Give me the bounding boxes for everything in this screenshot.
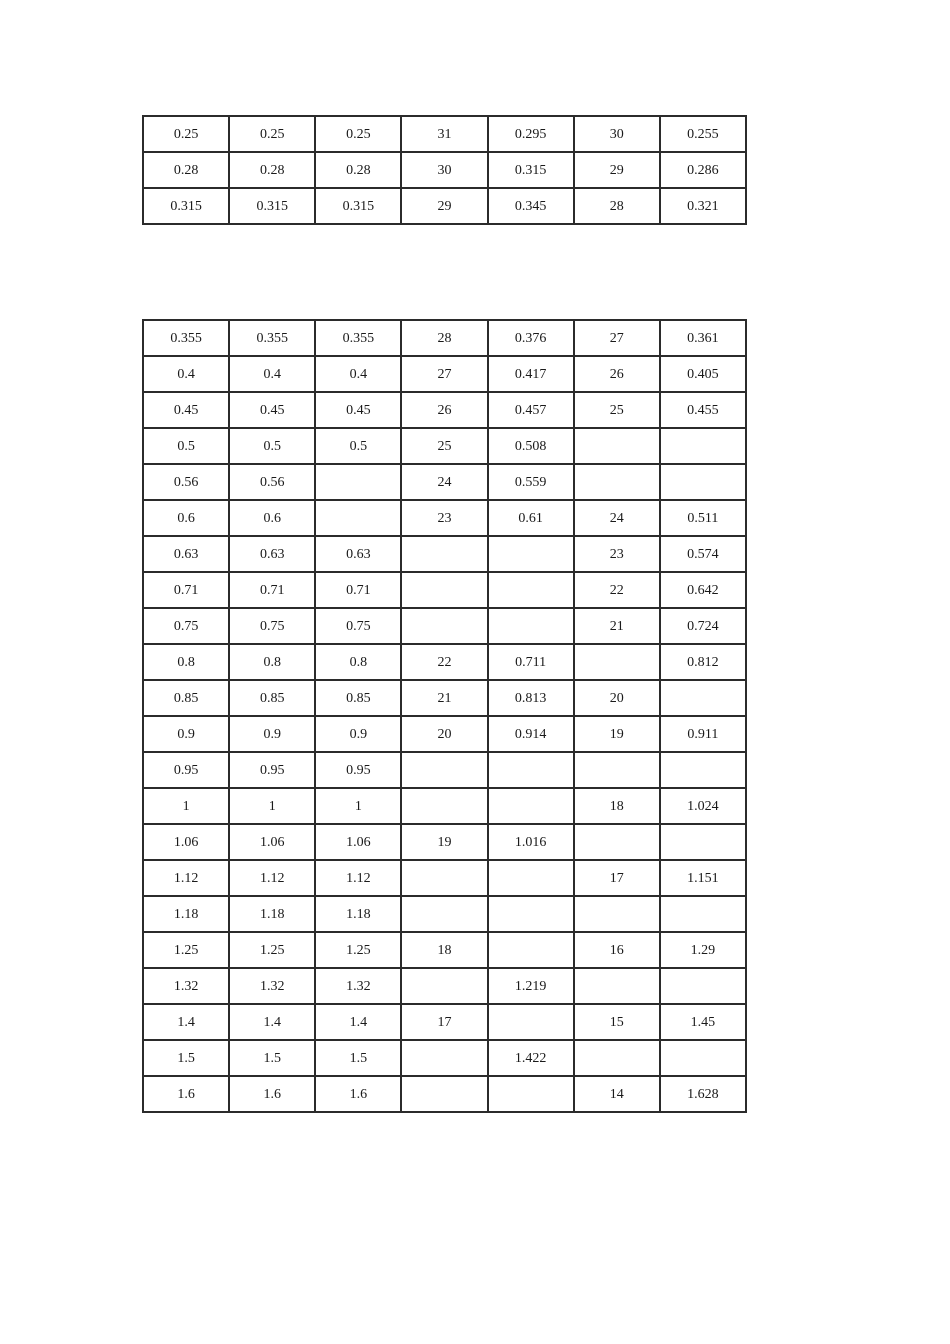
table-row (143, 392, 746, 428)
table-row (143, 968, 746, 1004)
table-cell: 0.45 (229, 392, 315, 428)
table-cell: 0.295 (488, 116, 574, 152)
table-cell (574, 464, 660, 500)
table-cell: 0.315 (315, 188, 401, 224)
table-row (143, 644, 746, 680)
table-row (143, 824, 746, 860)
table-cell: 1.12 (229, 860, 315, 896)
table-cell: 1.5 (143, 1040, 229, 1076)
table-cell: 0.376 (488, 320, 574, 356)
table-row (143, 752, 746, 788)
table-cell: 0.642 (660, 572, 746, 608)
table-cell (488, 572, 574, 608)
table-cell: 24 (401, 464, 487, 500)
table-cell: 1.12 (143, 860, 229, 896)
table-row (143, 1004, 746, 1040)
table-cell: 0.95 (229, 752, 315, 788)
table-cell: 1.628 (660, 1076, 746, 1112)
table-cell: 1.25 (229, 932, 315, 968)
table-cell: 1.06 (315, 824, 401, 860)
table-cell: 0.85 (143, 680, 229, 716)
table-cell (488, 536, 574, 572)
table-cell: 28 (574, 188, 660, 224)
table-row (143, 572, 746, 608)
table-cell: 0.25 (143, 116, 229, 152)
table-row (143, 860, 746, 896)
table-cell: 1.219 (488, 968, 574, 1004)
table-cell (401, 752, 487, 788)
table-cell (401, 788, 487, 824)
table-cell: 1.45 (660, 1004, 746, 1040)
table-cell: 0.455 (660, 392, 746, 428)
table-cell: 1.024 (660, 788, 746, 824)
table-cell: 1 (143, 788, 229, 824)
table-cell (574, 896, 660, 932)
table-cell: 22 (401, 644, 487, 680)
table-cell (401, 608, 487, 644)
table-cell: 19 (401, 824, 487, 860)
table-cell: 0.405 (660, 356, 746, 392)
table-cell: 21 (574, 608, 660, 644)
table-cell: 23 (401, 500, 487, 536)
table-cell: 1.06 (229, 824, 315, 860)
table-cell (660, 752, 746, 788)
table-cell: 0.5 (315, 428, 401, 464)
table-cell: 0.95 (143, 752, 229, 788)
table-cell: 0.85 (229, 680, 315, 716)
wire-gauge-table-main (142, 319, 747, 1113)
table-cell: 0.75 (229, 608, 315, 644)
table-cell: 0.355 (229, 320, 315, 356)
table-row (143, 716, 746, 752)
table-cell: 0.511 (660, 500, 746, 536)
table-cell (488, 896, 574, 932)
table-row (143, 788, 746, 824)
table-cell: 23 (574, 536, 660, 572)
table-cell: 29 (574, 152, 660, 188)
table-cell: 0.457 (488, 392, 574, 428)
table-cell: 1.32 (315, 968, 401, 1004)
table-cell: 0.9 (143, 716, 229, 752)
table-cell: 0.75 (143, 608, 229, 644)
table-cell: 1.6 (315, 1076, 401, 1112)
table-cell: 15 (574, 1004, 660, 1040)
table-cell: 0.4 (143, 356, 229, 392)
table-cell: 19 (574, 716, 660, 752)
table-cell (401, 536, 487, 572)
table-row (143, 536, 746, 572)
table-cell: 0.28 (315, 152, 401, 188)
table-cell: 1.32 (143, 968, 229, 1004)
table-cell: 0.321 (660, 188, 746, 224)
table-cell: 17 (574, 860, 660, 896)
table-cell: 31 (401, 116, 487, 152)
table-row (143, 608, 746, 644)
table-cell: 26 (401, 392, 487, 428)
table-cell: 1.4 (143, 1004, 229, 1040)
table-cell: 18 (401, 932, 487, 968)
table-cell: 1.6 (143, 1076, 229, 1112)
table-cell: 30 (574, 116, 660, 152)
table-cell (401, 860, 487, 896)
table-row (143, 932, 746, 968)
table-cell: 0.25 (229, 116, 315, 152)
table-cell: 0.56 (229, 464, 315, 500)
table-cell: 0.914 (488, 716, 574, 752)
table-cell (574, 1040, 660, 1076)
table-cell: 0.711 (488, 644, 574, 680)
table-cell (488, 1004, 574, 1040)
table-cell: 0.255 (660, 116, 746, 152)
table-cell: 0.8 (229, 644, 315, 680)
table-row (143, 1076, 746, 1112)
table-cell: 1.25 (143, 932, 229, 968)
table-cell: 1.18 (315, 896, 401, 932)
table-cell: 1.18 (143, 896, 229, 932)
table-row (143, 152, 746, 188)
table-cell: 0.45 (143, 392, 229, 428)
table-cell (488, 752, 574, 788)
table-cell (660, 428, 746, 464)
table-cell: 0.4 (315, 356, 401, 392)
table-cell: 1.29 (660, 932, 746, 968)
table-cell: 1.6 (229, 1076, 315, 1112)
table-cell (574, 428, 660, 464)
table-cell: 0.6 (229, 500, 315, 536)
table-cell: 1.4 (315, 1004, 401, 1040)
table-cell: 28 (401, 320, 487, 356)
table-cell (488, 1076, 574, 1112)
table-cell: 22 (574, 572, 660, 608)
table-cell: 0.813 (488, 680, 574, 716)
table-cell: 0.71 (229, 572, 315, 608)
table-cell: 0.315 (143, 188, 229, 224)
table-cell: 29 (401, 188, 487, 224)
table-cell (315, 464, 401, 500)
table-cell (488, 788, 574, 824)
table-cell: 17 (401, 1004, 487, 1040)
table-cell: 0.9 (315, 716, 401, 752)
table-cell (660, 680, 746, 716)
table-cell: 0.6 (143, 500, 229, 536)
table-cell: 0.508 (488, 428, 574, 464)
table-cell: 0.56 (143, 464, 229, 500)
table-cell: 1.5 (315, 1040, 401, 1076)
table-cell: 21 (401, 680, 487, 716)
table-cell: 30 (401, 152, 487, 188)
table-cell: 0.286 (660, 152, 746, 188)
table-cell: 14 (574, 1076, 660, 1112)
table-cell: 25 (574, 392, 660, 428)
table-row (143, 896, 746, 932)
table-cell (660, 824, 746, 860)
table-cell: 0.345 (488, 188, 574, 224)
table-cell (401, 896, 487, 932)
table-cell: 0.315 (488, 152, 574, 188)
table-cell: 0.361 (660, 320, 746, 356)
table-cell: 24 (574, 500, 660, 536)
table-cell: 0.5 (143, 428, 229, 464)
table-cell (574, 824, 660, 860)
table-cell: 1 (229, 788, 315, 824)
table-cell (401, 968, 487, 1004)
table-cell: 0.355 (143, 320, 229, 356)
table-cell (660, 968, 746, 1004)
table-cell: 0.9 (229, 716, 315, 752)
wire-gauge-table-top (142, 115, 747, 225)
table-cell (401, 1040, 487, 1076)
table-cell: 0.315 (229, 188, 315, 224)
table-cell: 1.12 (315, 860, 401, 896)
table-cell (401, 572, 487, 608)
table-cell: 0.28 (143, 152, 229, 188)
table-cell: 0.25 (315, 116, 401, 152)
table-cell (660, 896, 746, 932)
table-cell: 0.75 (315, 608, 401, 644)
table-cell: 1.151 (660, 860, 746, 896)
table-cell: 0.5 (229, 428, 315, 464)
table-cell: 0.417 (488, 356, 574, 392)
table-cell (574, 644, 660, 680)
table-cell: 16 (574, 932, 660, 968)
table-cell: 26 (574, 356, 660, 392)
table-cell: 0.71 (315, 572, 401, 608)
table-cell: 0.28 (229, 152, 315, 188)
table-cell: 27 (401, 356, 487, 392)
table-cell: 0.8 (143, 644, 229, 680)
table-cell: 0.63 (229, 536, 315, 572)
table-cell: 25 (401, 428, 487, 464)
table-cell: 0.45 (315, 392, 401, 428)
table-cell: 0.63 (315, 536, 401, 572)
table-row (143, 356, 746, 392)
table-cell: 1.25 (315, 932, 401, 968)
table-row (143, 188, 746, 224)
table-cell: 0.724 (660, 608, 746, 644)
table-row (143, 1040, 746, 1076)
table-cell: 0.574 (660, 536, 746, 572)
table-cell (488, 608, 574, 644)
table-cell: 0.85 (315, 680, 401, 716)
table-cell: 20 (401, 716, 487, 752)
table-row (143, 680, 746, 716)
table-cell: 0.61 (488, 500, 574, 536)
table-cell: 0.812 (660, 644, 746, 680)
table-row (143, 464, 746, 500)
table-cell: 0.71 (143, 572, 229, 608)
table-cell: 20 (574, 680, 660, 716)
table-cell (488, 932, 574, 968)
table-cell: 0.4 (229, 356, 315, 392)
table-cell (574, 968, 660, 1004)
table-cell (574, 752, 660, 788)
table-cell: 1.016 (488, 824, 574, 860)
table-cell (315, 500, 401, 536)
table-cell (488, 860, 574, 896)
table-cell: 1.32 (229, 968, 315, 1004)
table-cell: 1.18 (229, 896, 315, 932)
table-cell: 27 (574, 320, 660, 356)
table-cell: 1.06 (143, 824, 229, 860)
table-cell: 0.911 (660, 716, 746, 752)
table-cell (401, 1076, 487, 1112)
table-cell (660, 1040, 746, 1076)
table-cell: 0.355 (315, 320, 401, 356)
table-cell: 1.422 (488, 1040, 574, 1076)
table-cell: 18 (574, 788, 660, 824)
table-row (143, 428, 746, 464)
table-cell: 0.559 (488, 464, 574, 500)
table-cell: 1 (315, 788, 401, 824)
table-cell: 1.4 (229, 1004, 315, 1040)
table-cell (660, 464, 746, 500)
table-row (143, 320, 746, 356)
table-cell: 0.95 (315, 752, 401, 788)
table-row (143, 116, 746, 152)
table-row (143, 500, 746, 536)
table-cell: 1.5 (229, 1040, 315, 1076)
table-cell: 0.8 (315, 644, 401, 680)
table-cell: 0.63 (143, 536, 229, 572)
